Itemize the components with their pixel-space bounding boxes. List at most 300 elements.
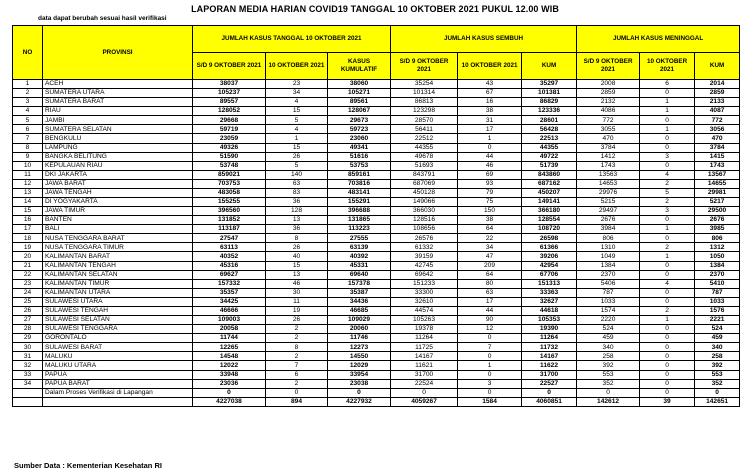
cell-meninggal-sd: 459 xyxy=(577,334,640,343)
cell-meninggal-sd: 2008 xyxy=(577,80,640,89)
cell-provinsi: JAWA TIMUR xyxy=(43,207,193,216)
cell-sembuh-kum: 51739 xyxy=(522,161,577,170)
table-row xyxy=(13,198,740,207)
cell-kasus-sd: 45316 xyxy=(193,261,266,270)
cell-sembuh-sd: 450128 xyxy=(391,188,458,197)
cell-sembuh-kum: 123336 xyxy=(522,107,577,116)
cell-sembuh-kum: 105353 xyxy=(522,316,577,325)
cell-meninggal-kum: 459 xyxy=(695,334,740,343)
cell-meninggal-sd: 392 xyxy=(577,361,640,370)
cell-provinsi: DKI JAKARTA xyxy=(43,170,193,179)
cell-kasus-kum: 157378 xyxy=(328,279,391,288)
cell-meninggal-day: 1 xyxy=(640,252,695,261)
cell-sembuh-day: 34 xyxy=(458,243,522,252)
cell-kasus-kum: 859161 xyxy=(328,170,391,179)
table-row xyxy=(13,288,740,297)
header-kasus-kum: KASUS KUMULATIF xyxy=(328,53,391,80)
cell-sembuh-kum: 56428 xyxy=(522,125,577,134)
cell-no: 2 xyxy=(13,89,43,98)
cell-no: 12 xyxy=(13,179,43,188)
total-row xyxy=(13,397,740,406)
cell-sembuh-kum: 35297 xyxy=(522,80,577,89)
cell-sembuh-kum: 4060851 xyxy=(522,397,577,406)
cell-sembuh-kum: 28601 xyxy=(522,116,577,125)
cell-kasus-sd: 40352 xyxy=(193,252,266,261)
cell-kasus-kum: 38060 xyxy=(328,80,391,89)
cell-kasus-sd: 38037 xyxy=(193,80,266,89)
header-meninggal-day: 10 OKTOBER 2021 xyxy=(640,53,695,80)
cell-meninggal-kum: 142651 xyxy=(695,397,740,406)
cell-sembuh-kum: 128554 xyxy=(522,216,577,225)
cell-meninggal-kum: 553 xyxy=(695,370,740,379)
cell-sembuh-kum: 42954 xyxy=(522,261,577,270)
cell-sembuh-day: 0 xyxy=(458,143,522,152)
cell-meninggal-sd: 1310 xyxy=(577,243,640,252)
cell-meninggal-sd: 1574 xyxy=(577,306,640,315)
cell-no: 6 xyxy=(13,125,43,134)
table-row xyxy=(13,343,740,352)
cell-provinsi: MALUKU UTARA xyxy=(43,361,193,370)
cell-meninggal-day: 0 xyxy=(640,116,695,125)
cell-kasus-day: 2 xyxy=(266,334,328,343)
cell-kasus-kum: 51616 xyxy=(328,152,391,161)
cell-kasus-kum: 113223 xyxy=(328,225,391,234)
cell-meninggal-sd: 13563 xyxy=(577,170,640,179)
cell-meninggal-kum: 1743 xyxy=(695,161,740,170)
table-row xyxy=(13,134,740,143)
cell-kasus-day: 4 xyxy=(266,125,328,134)
table-row xyxy=(13,234,740,243)
cell-meninggal-kum: 1033 xyxy=(695,297,740,306)
cell-no: 29 xyxy=(13,334,43,343)
cell-provinsi: BALI xyxy=(43,225,193,234)
table-row xyxy=(13,89,740,98)
cell-kasus-day: 6 xyxy=(266,370,328,379)
cell-sembuh-sd: 49678 xyxy=(391,152,458,161)
cell-kasus-day: 128 xyxy=(266,207,328,216)
cell-kasus-kum: 45331 xyxy=(328,261,391,270)
cell-sembuh-kum: 0 xyxy=(522,388,577,397)
cell-kasus-sd: 35357 xyxy=(193,288,266,297)
cell-meninggal-day: 0 xyxy=(640,134,695,143)
cell-meninggal-kum: 1312 xyxy=(695,243,740,252)
cell-kasus-sd: 155255 xyxy=(193,198,266,207)
cell-meninggal-day: 1 xyxy=(640,316,695,325)
cell-meninggal-sd: 352 xyxy=(577,379,640,388)
cell-meninggal-kum: 772 xyxy=(695,116,740,125)
cell-no: 24 xyxy=(13,288,43,297)
cell-kasus-kum: 703816 xyxy=(328,179,391,188)
cell-kasus-day: 5 xyxy=(266,116,328,125)
cell-sembuh-sd: 151233 xyxy=(391,279,458,288)
cell-kasus-day: 2 xyxy=(266,352,328,361)
cell-meninggal-day: 0 xyxy=(640,161,695,170)
cell-meninggal-sd: 2370 xyxy=(577,270,640,279)
cell-kasus-kum: 105271 xyxy=(328,89,391,98)
cell-meninggal-sd: 524 xyxy=(577,325,640,334)
cell-sembuh-day: 0 xyxy=(458,388,522,397)
cell-sembuh-day: 47 xyxy=(458,252,522,261)
cell-meninggal-sd: 340 xyxy=(577,343,640,352)
cell-sembuh-day: 17 xyxy=(458,297,522,306)
cell-no: 4 xyxy=(13,107,43,116)
cell-kasus-day: 63 xyxy=(266,179,328,188)
cell-sembuh-sd: 86813 xyxy=(391,98,458,107)
cell-sembuh-day: 17 xyxy=(458,125,522,134)
cell-sembuh-day: 1 xyxy=(458,361,522,370)
cell-sembuh-sd: 687069 xyxy=(391,179,458,188)
cell-meninggal-day: 0 xyxy=(640,270,695,279)
cell-sembuh-sd: 14167 xyxy=(391,352,458,361)
cell-kasus-day: 2 xyxy=(266,325,328,334)
cell-meninggal-kum: 0 xyxy=(695,388,740,397)
table-row xyxy=(13,125,740,134)
cell-sembuh-day: 7 xyxy=(458,343,522,352)
cell-kasus-day: 8 xyxy=(266,343,328,352)
cell-no: 32 xyxy=(13,361,43,370)
cell-no: 3 xyxy=(13,98,43,107)
cell-sembuh-kum: 22513 xyxy=(522,134,577,143)
cell-kasus-sd: 396560 xyxy=(193,207,266,216)
cell-provinsi xyxy=(43,397,193,406)
cell-provinsi: SUMATERA SELATAN xyxy=(43,125,193,134)
cell-sembuh-day: 22 xyxy=(458,234,522,243)
cell-meninggal-day: 4 xyxy=(640,279,695,288)
cell-sembuh-sd: 61332 xyxy=(391,243,458,252)
cell-sembuh-day: 150 xyxy=(458,207,522,216)
cell-meninggal-kum: 1384 xyxy=(695,261,740,270)
cell-meninggal-day: 1 xyxy=(640,98,695,107)
cell-sembuh-sd: 366030 xyxy=(391,207,458,216)
cell-sembuh-kum: 19390 xyxy=(522,325,577,334)
cell-kasus-kum: 483141 xyxy=(328,188,391,197)
cell-no: 15 xyxy=(13,207,43,216)
cell-sembuh-day: 64 xyxy=(458,225,522,234)
cell-kasus-sd: 113187 xyxy=(193,225,266,234)
cell-meninggal-kum: 524 xyxy=(695,325,740,334)
cell-no: 19 xyxy=(13,243,43,252)
cell-sembuh-sd: 44355 xyxy=(391,143,458,152)
cell-provinsi: JAMBI xyxy=(43,116,193,125)
cell-sembuh-sd: 11725 xyxy=(391,343,458,352)
cell-meninggal-kum: 787 xyxy=(695,288,740,297)
cell-sembuh-day: 79 xyxy=(458,188,522,197)
cell-sembuh-sd: 843791 xyxy=(391,170,458,179)
cell-sembuh-kum: 44618 xyxy=(522,306,577,315)
header-kasus-day: 10 OKTOBER 2021 xyxy=(266,53,328,80)
cell-meninggal-day: 1 xyxy=(640,225,695,234)
cell-sembuh-kum: 22527 xyxy=(522,379,577,388)
cell-sembuh-kum: 11264 xyxy=(522,334,577,343)
header-meninggal-sd: S/D 9 OKTOBER 2021 xyxy=(577,53,640,80)
cell-meninggal-day: 39 xyxy=(640,397,695,406)
cell-kasus-day: 8 xyxy=(266,234,328,243)
cell-kasus-sd: 34425 xyxy=(193,297,266,306)
cell-meninggal-day: 0 xyxy=(640,370,695,379)
cell-kasus-sd: 33948 xyxy=(193,370,266,379)
table-row xyxy=(13,379,740,388)
cell-kasus-kum: 12273 xyxy=(328,343,391,352)
header-sembuh-kum: KUM xyxy=(522,53,577,80)
table-body xyxy=(13,80,740,407)
cell-no: 9 xyxy=(13,152,43,161)
cell-kasus-sd: 69627 xyxy=(193,270,266,279)
cell-sembuh-day: 209 xyxy=(458,261,522,270)
cell-meninggal-sd: 553 xyxy=(577,370,640,379)
cell-kasus-sd: 109003 xyxy=(193,316,266,325)
cell-provinsi: SULAWESI SELATAN xyxy=(43,316,193,325)
cell-sembuh-kum: 843860 xyxy=(522,170,577,179)
cell-meninggal-day: 2 xyxy=(640,198,695,207)
cell-kasus-kum: 128067 xyxy=(328,107,391,116)
cell-kasus-sd: 4227038 xyxy=(193,397,266,406)
table-row xyxy=(13,361,740,370)
cell-meninggal-sd: 4086 xyxy=(577,107,640,116)
cell-kasus-kum: 11746 xyxy=(328,334,391,343)
cell-kasus-kum: 0 xyxy=(328,388,391,397)
cell-kasus-day: 26 xyxy=(266,243,328,252)
cell-kasus-day: 11 xyxy=(266,297,328,306)
cell-kasus-kum: 69640 xyxy=(328,270,391,279)
cell-kasus-sd: 49326 xyxy=(193,143,266,152)
cell-kasus-day: 13 xyxy=(266,270,328,279)
cell-kasus-sd: 29668 xyxy=(193,116,266,125)
cell-sembuh-kum: 687162 xyxy=(522,179,577,188)
cell-kasus-sd: 46666 xyxy=(193,306,266,315)
cell-sembuh-day: 80 xyxy=(458,279,522,288)
header-sembuh-day: 10 OKTOBER 2021 xyxy=(458,53,522,80)
cell-meninggal-kum: 29500 xyxy=(695,207,740,216)
cell-provinsi: Dalam Proses Verifikasi di Lapangan xyxy=(43,388,193,397)
cell-sembuh-sd: 51693 xyxy=(391,161,458,170)
cell-meninggal-day: 4 xyxy=(640,170,695,179)
cell-provinsi: KALIMANTAN UTARA xyxy=(43,288,193,297)
cell-sembuh-kum: 49722 xyxy=(522,152,577,161)
cell-meninggal-kum: 258 xyxy=(695,352,740,361)
table-row xyxy=(13,207,740,216)
cell-meninggal-day: 0 xyxy=(640,234,695,243)
cell-provinsi: ACEH xyxy=(43,80,193,89)
cell-no: 34 xyxy=(13,379,43,388)
cell-kasus-sd: 23059 xyxy=(193,134,266,143)
cell-sembuh-day: 46 xyxy=(458,161,522,170)
cell-meninggal-day: 6 xyxy=(640,80,695,89)
cell-kasus-sd: 11744 xyxy=(193,334,266,343)
cell-meninggal-sd: 787 xyxy=(577,288,640,297)
cell-meninggal-day: 0 xyxy=(640,297,695,306)
cell-kasus-kum: 23060 xyxy=(328,134,391,143)
cell-kasus-day: 4 xyxy=(266,98,328,107)
cell-kasus-sd: 0 xyxy=(193,388,266,397)
cell-sembuh-day: 43 xyxy=(458,80,522,89)
cell-sembuh-day: 93 xyxy=(458,179,522,188)
cell-sembuh-day: 75 xyxy=(458,198,522,207)
table-row xyxy=(13,252,740,261)
cell-sembuh-day: 0 xyxy=(458,352,522,361)
cell-kasus-kum: 4227932 xyxy=(328,397,391,406)
cell-no: 1 xyxy=(13,80,43,89)
cell-kasus-kum: 33954 xyxy=(328,370,391,379)
table-row xyxy=(13,170,740,179)
cell-meninggal-day: 2 xyxy=(640,179,695,188)
cell-meninggal-day: 1 xyxy=(640,125,695,134)
cell-kasus-kum: 131865 xyxy=(328,216,391,225)
cell-meninggal-kum: 2859 xyxy=(695,89,740,98)
cell-sembuh-sd: 32610 xyxy=(391,297,458,306)
cell-kasus-kum: 63139 xyxy=(328,243,391,252)
cell-meninggal-sd: 5406 xyxy=(577,279,640,288)
cell-kasus-sd: 859021 xyxy=(193,170,266,179)
header-sembuh-sd: S/D 9 OKTOBER 2021 xyxy=(391,53,458,80)
cell-no: 31 xyxy=(13,352,43,361)
cell-kasus-kum: 23038 xyxy=(328,379,391,388)
cell-no: 18 xyxy=(13,234,43,243)
cell-sembuh-kum: 67706 xyxy=(522,270,577,279)
cell-meninggal-day: 3 xyxy=(640,207,695,216)
cell-meninggal-sd: 470 xyxy=(577,134,640,143)
cell-provinsi: PAPUA xyxy=(43,370,193,379)
cell-meninggal-kum: 392 xyxy=(695,361,740,370)
cell-meninggal-kum: 3056 xyxy=(695,125,740,134)
cell-meninggal-day: 0 xyxy=(640,288,695,297)
cell-provinsi: KALIMANTAN TENGAH xyxy=(43,261,193,270)
cell-kasus-kum: 49341 xyxy=(328,143,391,152)
cell-sembuh-day: 31 xyxy=(458,116,522,125)
cell-meninggal-kum: 14655 xyxy=(695,179,740,188)
cell-meninggal-sd: 2859 xyxy=(577,89,640,98)
table-row xyxy=(13,334,740,343)
cell-no: 11 xyxy=(13,170,43,179)
cell-no: 27 xyxy=(13,316,43,325)
cell-no: 25 xyxy=(13,297,43,306)
cell-sembuh-sd: 33300 xyxy=(391,288,458,297)
cell-sembuh-day: 90 xyxy=(458,316,522,325)
table-row xyxy=(13,270,740,279)
cell-meninggal-kum: 2014 xyxy=(695,80,740,89)
cell-sembuh-kum: 61366 xyxy=(522,243,577,252)
cell-no: 22 xyxy=(13,270,43,279)
table-row xyxy=(13,306,740,315)
cell-sembuh-sd: 11264 xyxy=(391,334,458,343)
cell-sembuh-day: 38 xyxy=(458,216,522,225)
table-row xyxy=(13,80,740,89)
cell-meninggal-kum: 2676 xyxy=(695,216,740,225)
cell-kasus-sd: 59719 xyxy=(193,125,266,134)
cell-meninggal-kum: 5410 xyxy=(695,279,740,288)
cell-kasus-day: 894 xyxy=(266,397,328,406)
cell-meninggal-day: 0 xyxy=(640,379,695,388)
cell-kasus-sd: 703753 xyxy=(193,179,266,188)
cell-sembuh-kum: 149141 xyxy=(522,198,577,207)
cell-kasus-kum: 59723 xyxy=(328,125,391,134)
cell-provinsi: SULAWESI TENGAH xyxy=(43,306,193,315)
cell-kasus-day: 40 xyxy=(266,252,328,261)
cell-meninggal-kum: 4087 xyxy=(695,107,740,116)
cell-sembuh-sd: 44574 xyxy=(391,306,458,315)
cell-meninggal-day: 0 xyxy=(640,143,695,152)
cell-sembuh-sd: 42745 xyxy=(391,261,458,270)
cell-kasus-day: 15 xyxy=(266,261,328,270)
cell-kasus-sd: 23036 xyxy=(193,379,266,388)
cell-sembuh-sd: 105263 xyxy=(391,316,458,325)
cell-kasus-day: 13 xyxy=(266,216,328,225)
cell-kasus-sd: 63113 xyxy=(193,243,266,252)
cell-provinsi: JAWA BARAT xyxy=(43,179,193,188)
table-row xyxy=(13,116,740,125)
cell-meninggal-sd: 14653 xyxy=(577,179,640,188)
cell-provinsi: PAPUA BARAT xyxy=(43,379,193,388)
cell-sembuh-day: 1584 xyxy=(458,397,522,406)
cell-kasus-kum: 35387 xyxy=(328,288,391,297)
header-group-kasus: JUMLAH KASUS TANGGAL 10 OKTOBER 2021 xyxy=(193,26,391,53)
cell-provinsi: KALIMANTAN SELATAN xyxy=(43,270,193,279)
cell-sembuh-day: 69 xyxy=(458,170,522,179)
cell-provinsi: DI YOGYAKARTA xyxy=(43,198,193,207)
cell-no: 16 xyxy=(13,216,43,225)
cell-meninggal-sd: 772 xyxy=(577,116,640,125)
cell-sembuh-day: 1 xyxy=(458,134,522,143)
cell-kasus-day: 36 xyxy=(266,198,328,207)
cell-kasus-day: 15 xyxy=(266,143,328,152)
cell-sembuh-kum: 26598 xyxy=(522,234,577,243)
cell-sembuh-sd: 4059267 xyxy=(391,397,458,406)
cell-meninggal-kum: 13567 xyxy=(695,170,740,179)
cell-sembuh-sd: 149066 xyxy=(391,198,458,207)
cell-sembuh-kum: 11622 xyxy=(522,361,577,370)
cell-sembuh-day: 12 xyxy=(458,325,522,334)
cell-kasus-kum: 27555 xyxy=(328,234,391,243)
cell-kasus-kum: 155291 xyxy=(328,198,391,207)
cell-kasus-kum: 53753 xyxy=(328,161,391,170)
cell-sembuh-kum: 32627 xyxy=(522,297,577,306)
cell-kasus-kum: 34436 xyxy=(328,297,391,306)
cell-meninggal-sd: 1049 xyxy=(577,252,640,261)
cell-kasus-sd: 12022 xyxy=(193,361,266,370)
cell-kasus-day: 19 xyxy=(266,306,328,315)
cell-no xyxy=(13,388,43,397)
cell-meninggal-sd: 5215 xyxy=(577,198,640,207)
table-row xyxy=(13,107,740,116)
cell-provinsi: MALUKU xyxy=(43,352,193,361)
cell-no: 30 xyxy=(13,343,43,352)
cell-provinsi: SUMATERA UTARA xyxy=(43,89,193,98)
table-row xyxy=(13,325,740,334)
cell-provinsi: BANTEN xyxy=(43,216,193,225)
table-row xyxy=(13,161,740,170)
cell-meninggal-day: 0 xyxy=(640,216,695,225)
cell-sembuh-day: 3 xyxy=(458,379,522,388)
cell-provinsi: SUMATERA BARAT xyxy=(43,98,193,107)
cell-meninggal-day: 0 xyxy=(640,89,695,98)
cell-provinsi: SULAWESI BARAT xyxy=(43,343,193,352)
cell-sembuh-day: 38 xyxy=(458,107,522,116)
cell-kasus-sd: 20058 xyxy=(193,325,266,334)
cell-kasus-day: 1 xyxy=(266,134,328,143)
cell-sembuh-kum: 151313 xyxy=(522,279,577,288)
cell-provinsi: BENGKULU xyxy=(43,134,193,143)
cell-meninggal-day: 2 xyxy=(640,243,695,252)
cell-provinsi: BANGKA BELITUNG xyxy=(43,152,193,161)
cell-meninggal-kum: 340 xyxy=(695,343,740,352)
table-row xyxy=(13,279,740,288)
cell-sembuh-sd: 56411 xyxy=(391,125,458,134)
cell-kasus-sd: 53748 xyxy=(193,161,266,170)
cell-meninggal-day: 0 xyxy=(640,343,695,352)
cell-kasus-day: 0 xyxy=(266,388,328,397)
cell-sembuh-sd: 35254 xyxy=(391,80,458,89)
cell-meninggal-sd: 3984 xyxy=(577,225,640,234)
cell-sembuh-kum: 39206 xyxy=(522,252,577,261)
